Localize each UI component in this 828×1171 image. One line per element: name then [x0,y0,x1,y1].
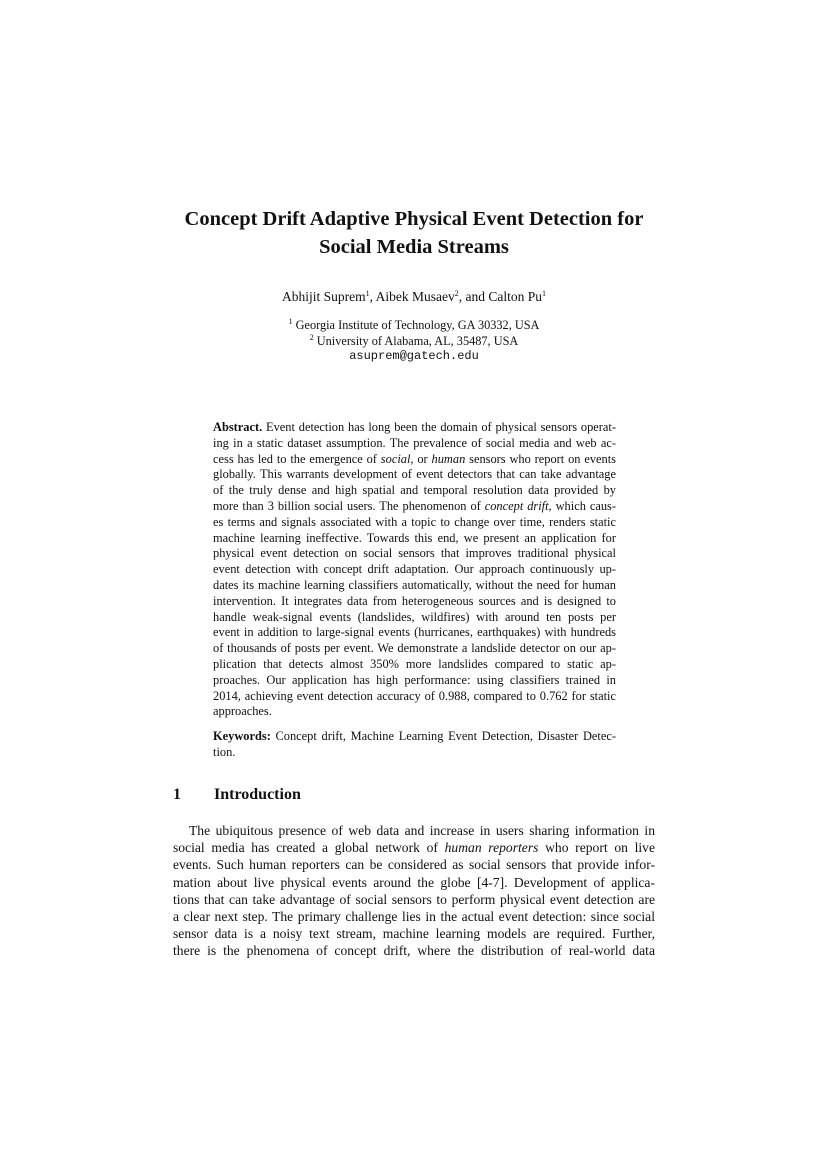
affiliation-text: Georgia Institute of Technology, GA 30332, USA [292,318,540,332]
abstract-line: Abstract. Event detection has long been the domain of physical sensors operat- [213,420,616,434]
abstract-line: of thousands of posts per event. We demonstrate a landslide detector on our ap- [213,641,616,656]
abstract-line: more than 3 billion social users. The phenomenon of concept drift, which caus- [213,498,616,513]
abstract [213,420,616,720]
abstract-line: of the truly dense and high spatial and temporal resolution data provided by [213,483,616,498]
author-name: Aibek Musaev [375,289,455,304]
affiliation-2 [120,334,708,350]
title-line-2: Social Media Streams [319,236,509,258]
paper-title [120,205,708,261]
keywords-line: Keywords: Concept drift, Machine Learning Event Detection, Disaster Detec- [213,729,616,743]
body-line: The ubiquitous presence of web data and increase in users sharing information in [189,823,655,838]
affiliation-text: University of Alabama, AL, 35487, USA [313,333,519,348]
abstract-line: 2014, achieving event detection accuracy of 0.988, compared to 0.762 for static [213,688,616,703]
abstract-label: Abstract. [213,420,263,434]
abstract-line: plication that detects almost 350% more landslides compared to static ap- [213,656,616,671]
body-line: tions that can take advantage of social sensors to perform physical event detection are [173,891,655,907]
body-line: a clear next step. The primary challenge lies in the actual event detection: since social [173,909,655,925]
abstract-line: approaches. [213,704,272,719]
title-line-1: Concept Drift Adaptive Physical Event Detection for [184,208,644,230]
keywords-line: tion. [213,744,236,759]
abstract-line: globally. This warrants development of event detectors that can take advantage [213,467,616,482]
section-heading [173,785,301,805]
body-line: mation about live physical events around the globe [4-7]. Development of applica- [173,874,655,890]
author-affil-mark: 1 [365,289,370,298]
abstract-line: cess has led to the emergence of social, or human sensors who report on events [213,451,616,466]
abstract-line: dates its machine learning classifiers automatically, without the need for human [213,577,616,592]
abstract-line: es terms and signals associated with a topic to change over time, renders static [213,514,616,529]
abstract-line: machine learning ineffective. Towards this end, we present an application for [213,530,616,545]
abstract-line: handle weak-signal events (landslides, wildfires) with around ten posts per [213,609,616,624]
author-name: Calton Pu [488,289,542,304]
section-title: Introduction [214,786,301,803]
author-email: asuprem@gatech.edu [349,349,479,363]
abstract-line: intervention. It integrates data from heterogeneous sources and is designed to [213,593,616,608]
section-number: 1 [173,786,181,803]
body-line: social media has created a global network of human reporters who report on live [173,840,655,856]
abstract-line: proaches. Our application has high performance: using classifiers trained in [213,672,616,687]
abstract-line: event detection with concept drift adaptation. Our approach continuously up- [213,562,616,577]
affiliation-1 [120,318,708,334]
abstract-line: event in addition to large-signal events (hurricanes, earthquakes) with hundreds [213,625,616,640]
keywords [213,729,616,761]
author-separator: , [369,289,376,304]
body-line: there is the phenomena of concept drift, where the distribution of real-world data [173,943,655,959]
author-name: Abhijit Suprem [281,289,366,304]
abstract-line: ing in a static dataset assumption. The prevalence of social media and web ac- [213,435,616,450]
abstract-line: physical event detection on social sensors that improves traditional physical [213,546,616,561]
author-affil-mark: 2 [454,289,459,298]
body-line: sensor data is a noisy text stream, machine learning models are required. Further, [173,926,655,942]
introduction-body [173,822,655,960]
affil-mark: 1 [288,317,293,326]
author-separator: , and [458,289,489,304]
author-affil-mark: 1 [542,289,546,298]
body-line: events. Such human reporters can be considered as social sensors that provide infor- [173,857,655,873]
author-list [120,288,708,306]
affiliations [120,318,708,365]
keywords-label: Keywords: [213,729,271,743]
affil-mark: 2 [309,332,314,342]
